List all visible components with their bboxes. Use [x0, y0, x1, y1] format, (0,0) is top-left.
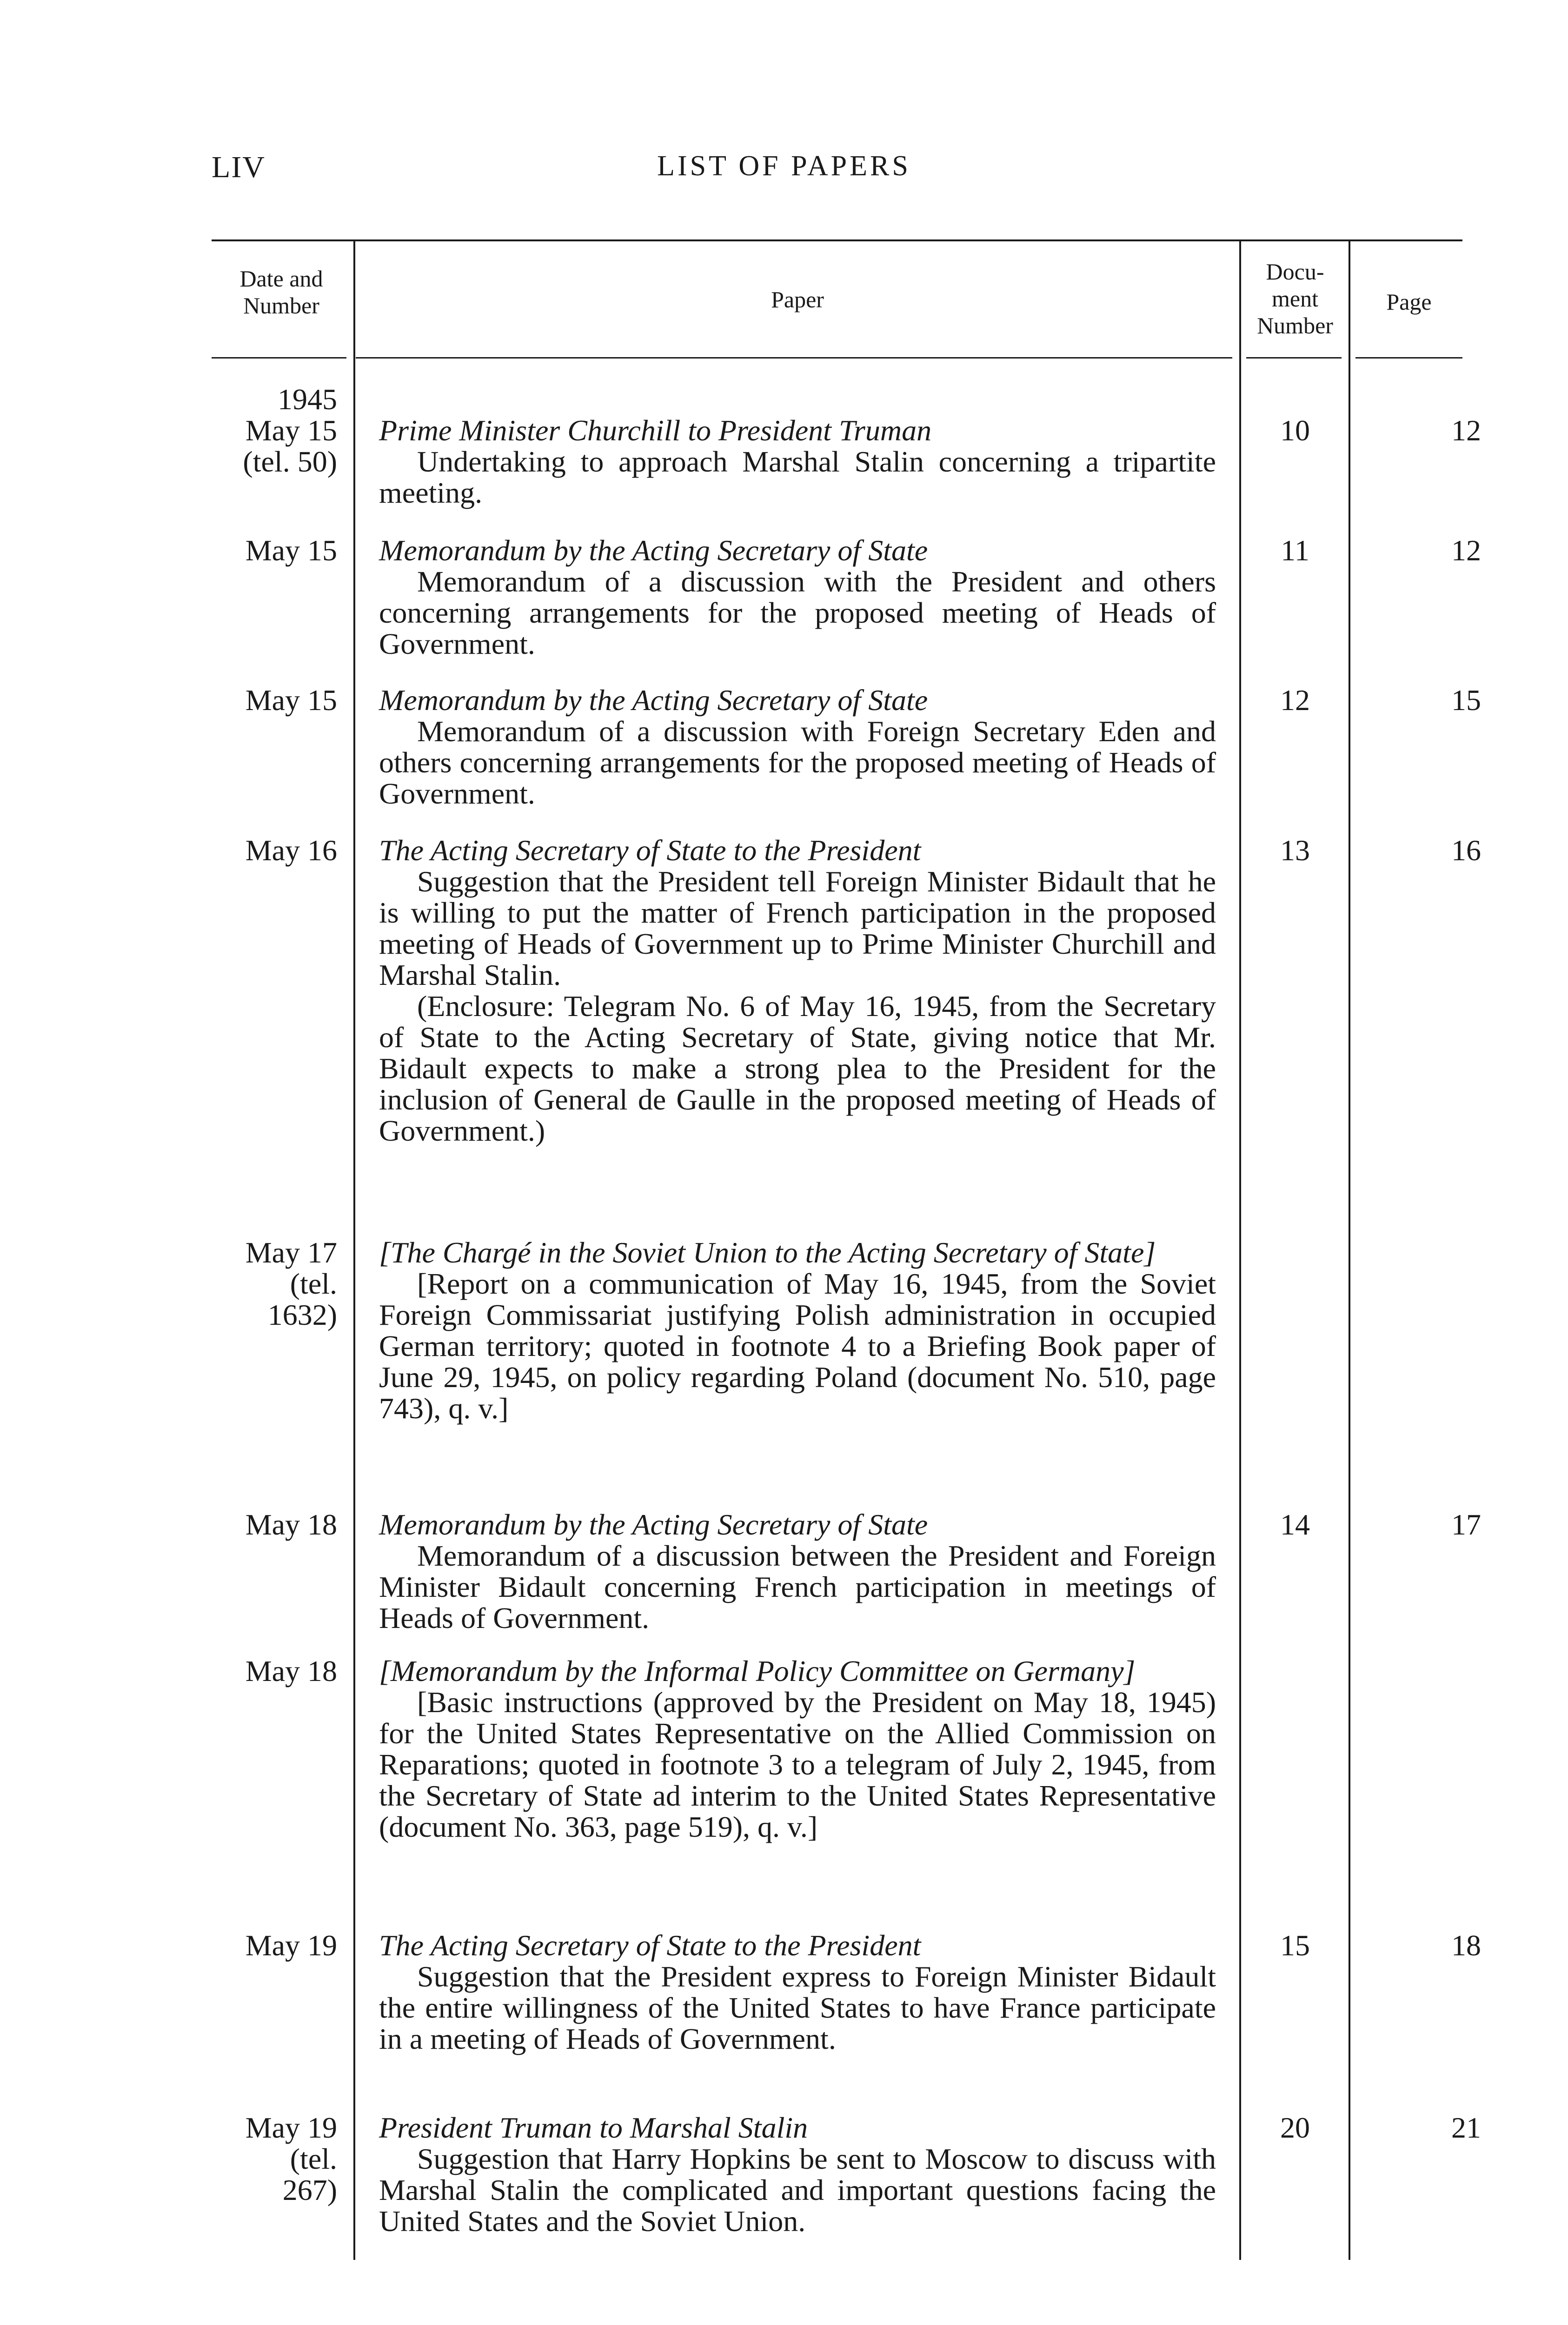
entry-paper — [379, 1930, 1216, 2054]
entry-date-line: May 16 — [245, 834, 337, 867]
entry-page-number: 18 — [1451, 1929, 1481, 1962]
column-header-doc-line1: Docu- — [1266, 259, 1324, 285]
entry-date-line: May 15 — [245, 534, 337, 567]
entry-title: The Acting Secretary of State to the President — [379, 1929, 921, 1962]
running-title: LIST OF PAPERS — [657, 150, 911, 182]
entry-title: [The Chargé in the Soviet Union to the Acting Secretary of State] — [379, 1236, 1156, 1269]
entry-description: Memorandum of a discussion with Foreign Secretary Eden and others concerning arrangements for the proposed meeting of Heads of Government. — [379, 715, 1216, 810]
entry-date — [212, 535, 337, 566]
entry-document-number: 12 — [1280, 684, 1310, 717]
entry-document-number: 13 — [1280, 834, 1310, 867]
column-header-date-line1: Date and — [239, 266, 323, 292]
entry-date-line: 267) — [282, 2173, 337, 2206]
entry-document-number: 10 — [1280, 414, 1310, 447]
column-header-paper: Paper — [771, 286, 824, 312]
entry-page-number: 21 — [1451, 2111, 1481, 2144]
entry-date — [212, 384, 337, 477]
entry-date-line: 1632) — [267, 1298, 337, 1331]
entry-date — [212, 835, 337, 866]
entry-date-line: May 19 — [245, 1929, 337, 1962]
entry-date-line: (tel. — [290, 1267, 337, 1300]
entry-page-number: 12 — [1451, 414, 1481, 447]
entry-date-line: May 19 — [245, 2111, 337, 2144]
entry-title: Memorandum by the Acting Secretary of State — [379, 684, 928, 717]
entry-date-line: May 17 — [245, 1236, 337, 1269]
entry-paper — [379, 2112, 1216, 2237]
column-header-date — [212, 265, 351, 319]
column-header-doc-line3: Number — [1257, 312, 1333, 339]
entry-date-line: May 18 — [245, 1654, 337, 1687]
column-header-doc-line2: ment — [1272, 286, 1318, 312]
entry-paper — [379, 1655, 1216, 1842]
table-top-rule — [212, 239, 1462, 241]
entry-title: President Truman to Marshal Stalin — [379, 2111, 808, 2144]
entry-description: Suggestion that Harry Hopkins be sent to Moscow to discuss with Marshal Stalin the complicated and important questions facing the United States and the Soviet Union. — [379, 2142, 1216, 2238]
entry-document-number: 11 — [1281, 534, 1309, 567]
column-divider-paper — [1239, 239, 1241, 2260]
entry-paper — [379, 1237, 1216, 1424]
entry-paper — [379, 684, 1216, 809]
entry-page-number: 17 — [1451, 1508, 1481, 1541]
entry-enclosure: (Enclosure: Telegram No. 6 of May 16, 1945, from the Secretary of State to the Acting Secretary of State, giving notice that Mr. Bidault expects to make a strong plea to the President for the inclusion of General de Gaulle in the proposed meeting of Heads of Government.) — [379, 990, 1216, 1147]
entry-date-line: May 18 — [245, 1508, 337, 1541]
entry-title: Memorandum by the Acting Secretary of State — [379, 534, 928, 567]
header-bottom-rule-doc — [1246, 357, 1342, 359]
entry-paper — [379, 535, 1216, 659]
entry-date — [212, 1930, 337, 1961]
header-bottom-rule-page — [1355, 357, 1462, 359]
column-header-date-line2: Number — [243, 292, 319, 319]
entry-date-line: (tel. 50) — [243, 445, 337, 478]
column-divider-date — [353, 239, 355, 2260]
entry-date — [212, 2112, 337, 2205]
entry-document-number: 14 — [1280, 1508, 1310, 1541]
header-bottom-rule-date — [212, 357, 346, 359]
folio: LIV — [212, 150, 266, 184]
entry-date-line: May 15 — [245, 684, 337, 717]
entry-description: [Report on a communication of May 16, 1945, from the Soviet Foreign Commissariat justifying Polish administration in occupied German territory; quoted in footnote 4 to a Briefing Book paper of June 29, 1945, on policy regarding Poland (document No. 510, page 743), q. v.] — [379, 1267, 1216, 1425]
entry-paper — [379, 415, 1216, 508]
entry-date — [212, 1655, 337, 1687]
column-divider-doc — [1349, 239, 1350, 2260]
entry-page-number: 12 — [1451, 534, 1481, 567]
column-header-doc — [1242, 258, 1349, 339]
entry-description: Undertaking to approach Marshal Stalin concerning a tripartite meeting. — [379, 445, 1216, 509]
entry-description: [Basic instructions (approved by the President on May 18, 1945) for the United States Representative on the Allied Commission on Reparations; quoted in footnote 3 to a telegram of July 2, 1945, from the Secretary of State ad interim to the United States Representative (document No. 363, page 519), q. v.] — [379, 1686, 1216, 1843]
entry-title: [Memorandum by the Informal Policy Committee on Germany] — [379, 1654, 1136, 1687]
entry-description: Memorandum of a discussion between the President and Foreign Minister Bidault concerning French participation in meetings of Heads of Government. — [379, 1539, 1216, 1634]
entry-date — [212, 1237, 337, 1330]
entry-date-line: May 15 — [245, 414, 337, 447]
entry-title: Prime Minister Churchill to President Truman — [379, 414, 932, 447]
entry-document-number: 20 — [1280, 2111, 1310, 2144]
entry-date — [212, 684, 337, 716]
entry-date-line: 1945 — [278, 383, 337, 416]
entry-description: Suggestion that the President tell Foreign Minister Bidault that he is willing to put the matter of French participation in the proposed meeting of Heads of Government up to Prime Minister Churchill and Marshal Stalin. — [379, 865, 1216, 991]
header-bottom-rule-paper — [356, 357, 1232, 359]
entry-description: Memorandum of a discussion with the President and others concerning arrangements for the proposed meeting of Heads of Government. — [379, 565, 1216, 660]
running-head — [0, 150, 1568, 192]
entry-page-number: 16 — [1451, 834, 1481, 867]
entry-date-line: (tel. — [290, 2142, 337, 2175]
entry-page-number: 15 — [1451, 684, 1481, 717]
column-header-page: Page — [1386, 289, 1432, 315]
entry-title: Memorandum by the Acting Secretary of State — [379, 1508, 928, 1541]
entry-paper — [379, 835, 1216, 1146]
entry-paper — [379, 1509, 1216, 1634]
entry-title: The Acting Secretary of State to the President — [379, 834, 921, 867]
entry-description: Suggestion that the President express to Foreign Minister Bidault the entire willingness of the United States to have France participate in a meeting of Heads of Government. — [379, 1960, 1216, 2055]
entry-document-number: 15 — [1280, 1929, 1310, 1962]
entry-date — [212, 1509, 337, 1540]
